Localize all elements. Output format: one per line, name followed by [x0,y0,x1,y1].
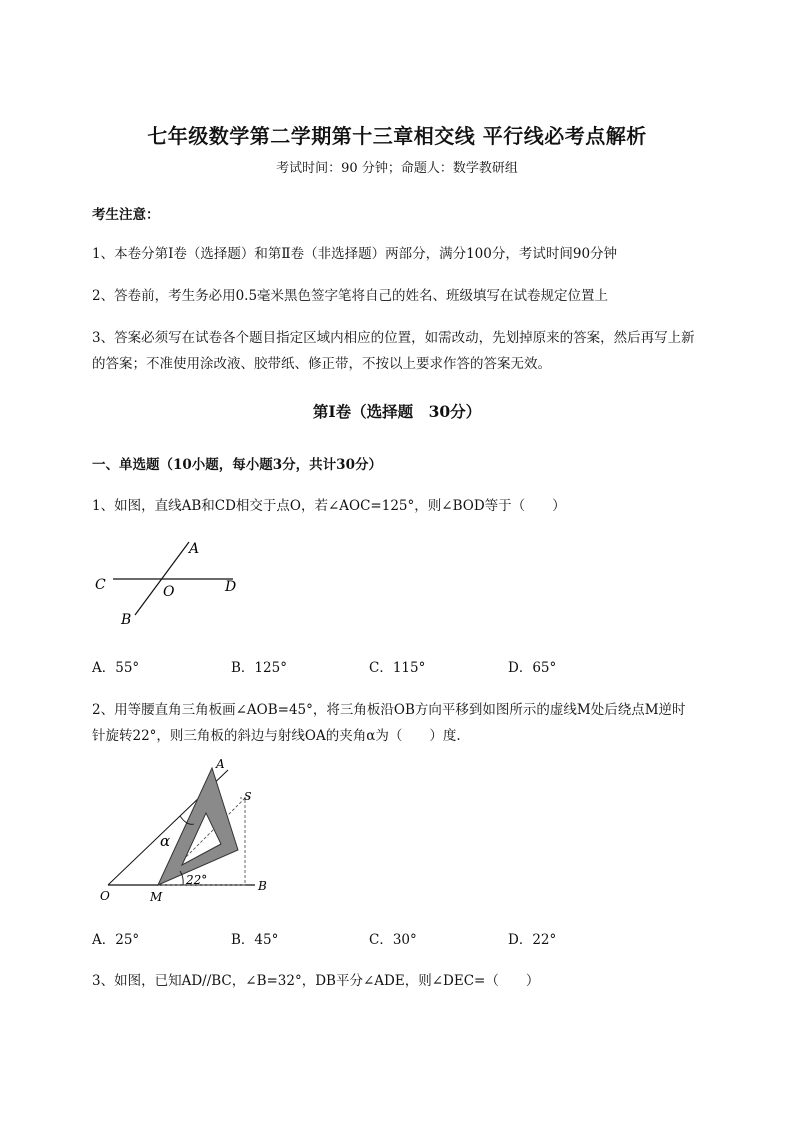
notice-heading: 考生注意： [92,207,160,223]
notice-item: 3、答案必须写在试卷各个题目指定区域内相应的位置，如需改动，先划掉原来的答案，然后再写上新 [92,330,695,346]
option-a[interactable]: A．55° [92,660,140,676]
label-s: S [244,790,252,803]
option-c[interactable]: C．115° [369,660,426,676]
label-d: D [225,579,237,595]
notice-item: 1、本卷分第Ⅰ卷（选择题）和第Ⅱ卷（非选择题）两部分，满分100分，考试时间90分钟 [92,246,618,262]
label-o: O [163,584,175,600]
label-angle-22: 22° [186,873,208,887]
label-c: C [95,577,106,593]
label-alpha: α [160,832,171,850]
rotated-triangle-ruler [158,768,238,885]
label-a: A [189,541,200,557]
part-title: 一、单选题（10小题，每小题3分，共计30分） [92,457,382,473]
question-stem: 2、用等腰直角三角板画∠AOB=45°，将三角板沿OB方向平移到如图所示的虚线M处后绕点M逆时 [92,702,686,718]
question-stem: 针旋转22°，则三角板的斜边与射线OA的夹角α为（ ）度. [92,728,461,744]
option-a[interactable]: A．25° [92,932,140,948]
page-title: 七年级数学第二学期第十三章相交线 平行线必考点解析 [147,124,647,148]
label-a: A [216,758,225,771]
exam-info: 考试时间：90 分钟；命题人：数学教研组 [276,161,518,176]
label-b: B [258,879,267,893]
notice-item: 2、答卷前，考生务必用0.5毫米黑色签字笔将自己的姓名、班级填写在试卷规定位置上 [92,288,609,304]
triangle-ruler-figure [90,758,290,908]
option-b[interactable]: B．125° [231,660,287,676]
section-title: 第Ⅰ卷（选择题 30分） [312,402,482,421]
intersecting-lines-figure [85,535,255,635]
question-stem: 3、如图，已知AD//BC，∠B=32°，DB平分∠ADE，则∠DEC=（ ） [92,973,540,989]
label-o: O [100,889,110,903]
option-d[interactable]: D．65° [508,660,557,676]
option-b[interactable]: B．45° [231,932,279,948]
label-b: B [121,612,132,628]
question-stem: 1、如图，直线AB和CD相交于点O，若∠AOC=125°，则∠BOD等于（ ） [92,498,566,514]
option-d[interactable]: D．22° [508,932,557,948]
option-c[interactable]: C．30° [369,932,417,948]
label-m: M [150,890,163,904]
notice-item: 的答案；不准使用涂改液、胶带纸、修正带，不按以上要求作答的答案无效。 [92,356,551,372]
